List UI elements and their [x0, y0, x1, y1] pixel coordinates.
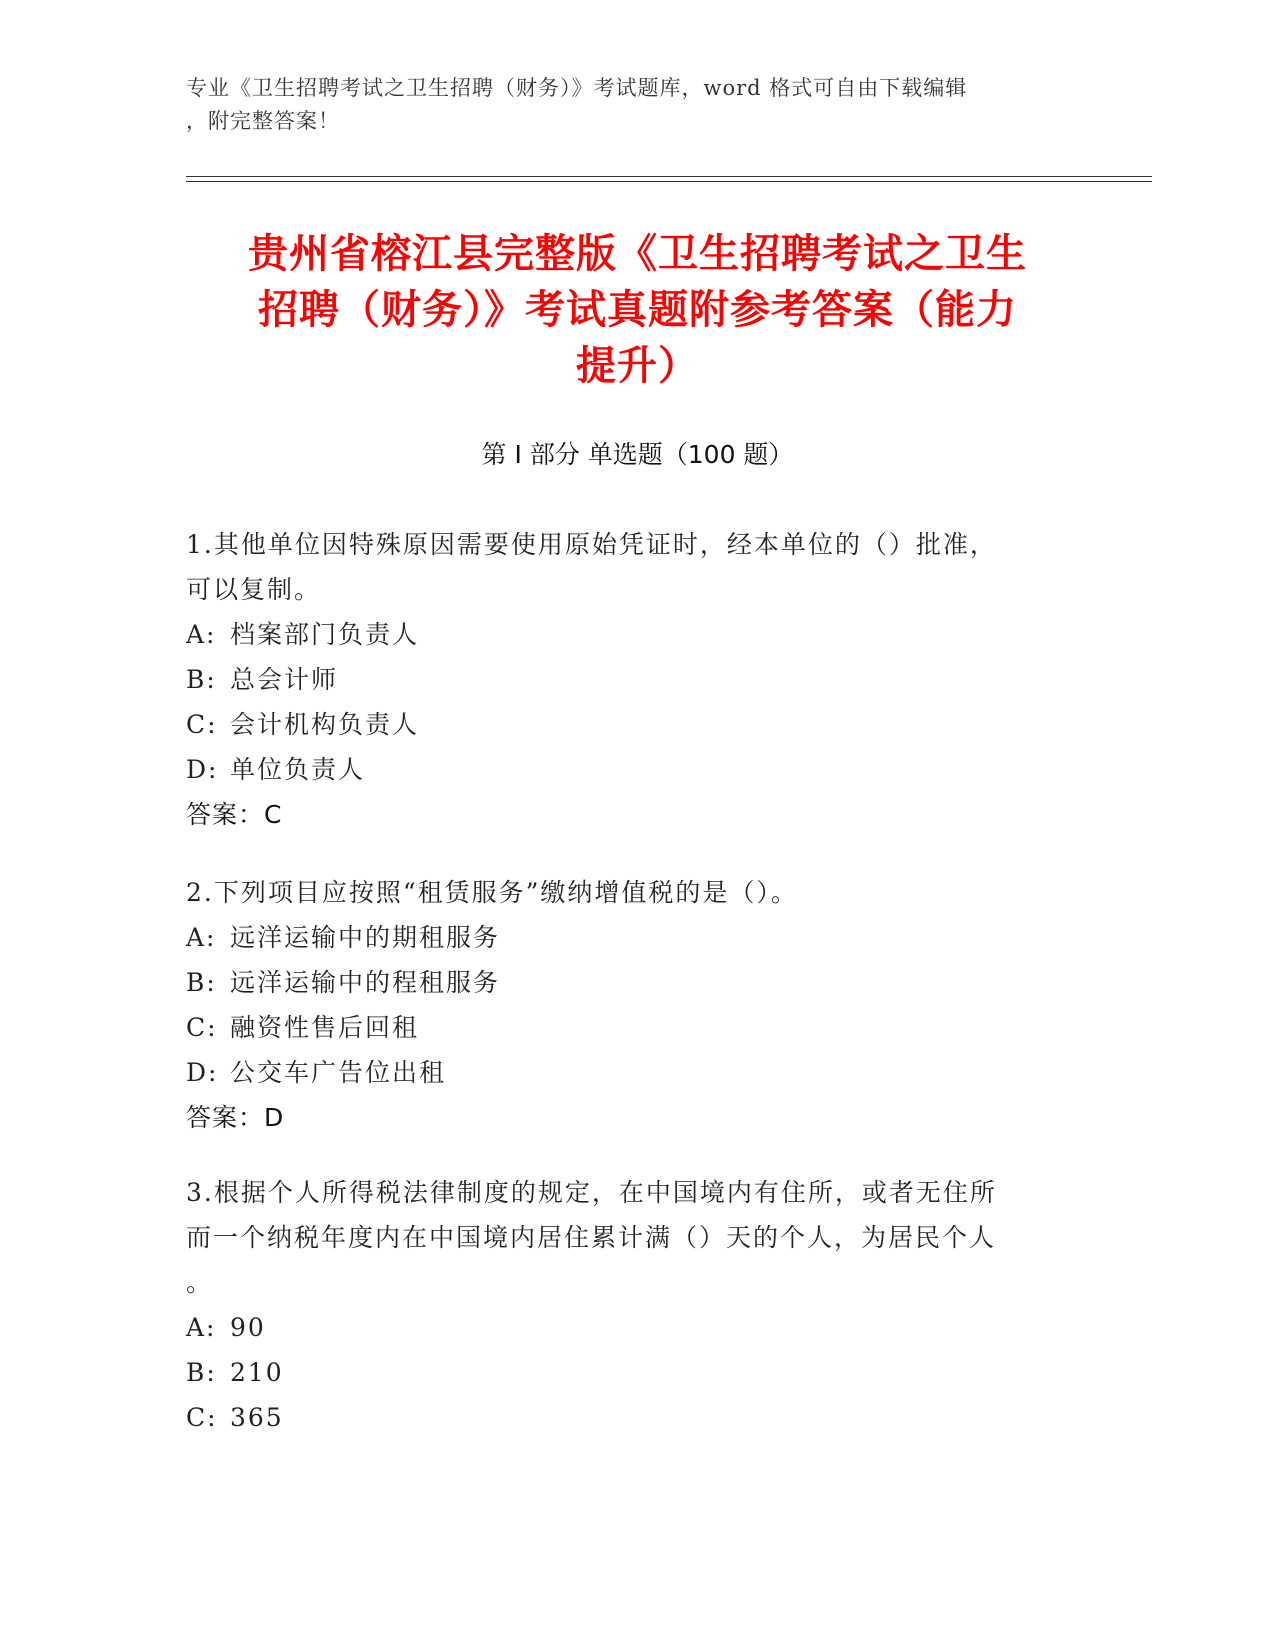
option-key: B: [186, 968, 217, 997]
option-key: B: [186, 1358, 217, 1387]
option-key: A: [186, 1313, 217, 1342]
option-text: 公交车广告位出租 [230, 1058, 447, 1087]
option-a [186, 1305, 1066, 1350]
option-key: C: [186, 710, 218, 739]
option-text: 单位负责人 [230, 755, 366, 784]
question-stem-line: 而一个纳税年度内在中国境内居住累计满（）天的个人，为居民个人 [186, 1223, 997, 1252]
question-stem-line: 可以复制。 [186, 575, 322, 604]
document-title [190, 226, 1085, 394]
question-1 [186, 522, 1066, 837]
option-c [186, 1395, 1066, 1440]
header-divider-bottom [186, 181, 1152, 182]
header-note [186, 72, 1066, 138]
question-2 [186, 870, 1066, 1140]
option-text: 远洋运输中的期租服务 [230, 923, 501, 952]
title-line-2: 招聘（财务）》考试真题附参考答案（能力 [258, 287, 1017, 333]
option-a [186, 915, 1066, 960]
question-stem-line: 2.下列项目应按照“租赁服务”缴纳增值税的是（）。 [186, 878, 798, 907]
question-stem-line: 3.根据个人所得税法律制度的规定，在中国境内有住所，或者无住所 [186, 1178, 997, 1207]
question-stem-line: 1.其他单位因特殊原因需要使用原始凭证时，经本单位的（）批准， [186, 530, 997, 559]
option-b [186, 657, 1066, 702]
header-note-line-2: ，附完整答案！ [186, 109, 340, 133]
option-c [186, 1005, 1066, 1050]
title-line-3: 提升） [576, 343, 699, 389]
option-key: A: [186, 620, 217, 649]
header-divider-top [186, 176, 1152, 177]
option-b [186, 1350, 1066, 1395]
question-3 [186, 1170, 1066, 1440]
option-text: 365 [230, 1403, 284, 1432]
option-key: D: [186, 1058, 219, 1087]
answer: 答案：C [186, 800, 283, 829]
question-stem-line: 。 [186, 1268, 214, 1297]
section-heading: 第 I 部分 单选题（100 题） [481, 440, 794, 469]
option-text: 90 [230, 1313, 266, 1342]
option-d [186, 747, 1066, 792]
option-text: 档案部门负责人 [230, 620, 420, 649]
option-text: 会计机构负责人 [230, 710, 420, 739]
option-key: D: [186, 755, 219, 784]
header-note-line-1: 专业《卫生招聘考试之卫生招聘（财务）》考试题库，word 格式可自由下载编辑 [186, 76, 968, 100]
option-b [186, 960, 1066, 1005]
title-line-1: 贵州省榕江县完整版《卫生招聘考试之卫生 [248, 231, 1027, 277]
option-key: C: [186, 1013, 218, 1042]
option-key: B: [186, 665, 217, 694]
option-key: C: [186, 1403, 218, 1432]
option-text: 远洋运输中的程租服务 [230, 968, 501, 997]
option-d [186, 1050, 1066, 1095]
option-text: 总会计师 [230, 665, 339, 694]
option-text: 融资性售后回租 [230, 1013, 420, 1042]
option-c [186, 702, 1066, 747]
option-key: A: [186, 923, 217, 952]
answer: 答案：D [186, 1103, 285, 1132]
option-text: 210 [230, 1358, 284, 1387]
option-a [186, 612, 1066, 657]
